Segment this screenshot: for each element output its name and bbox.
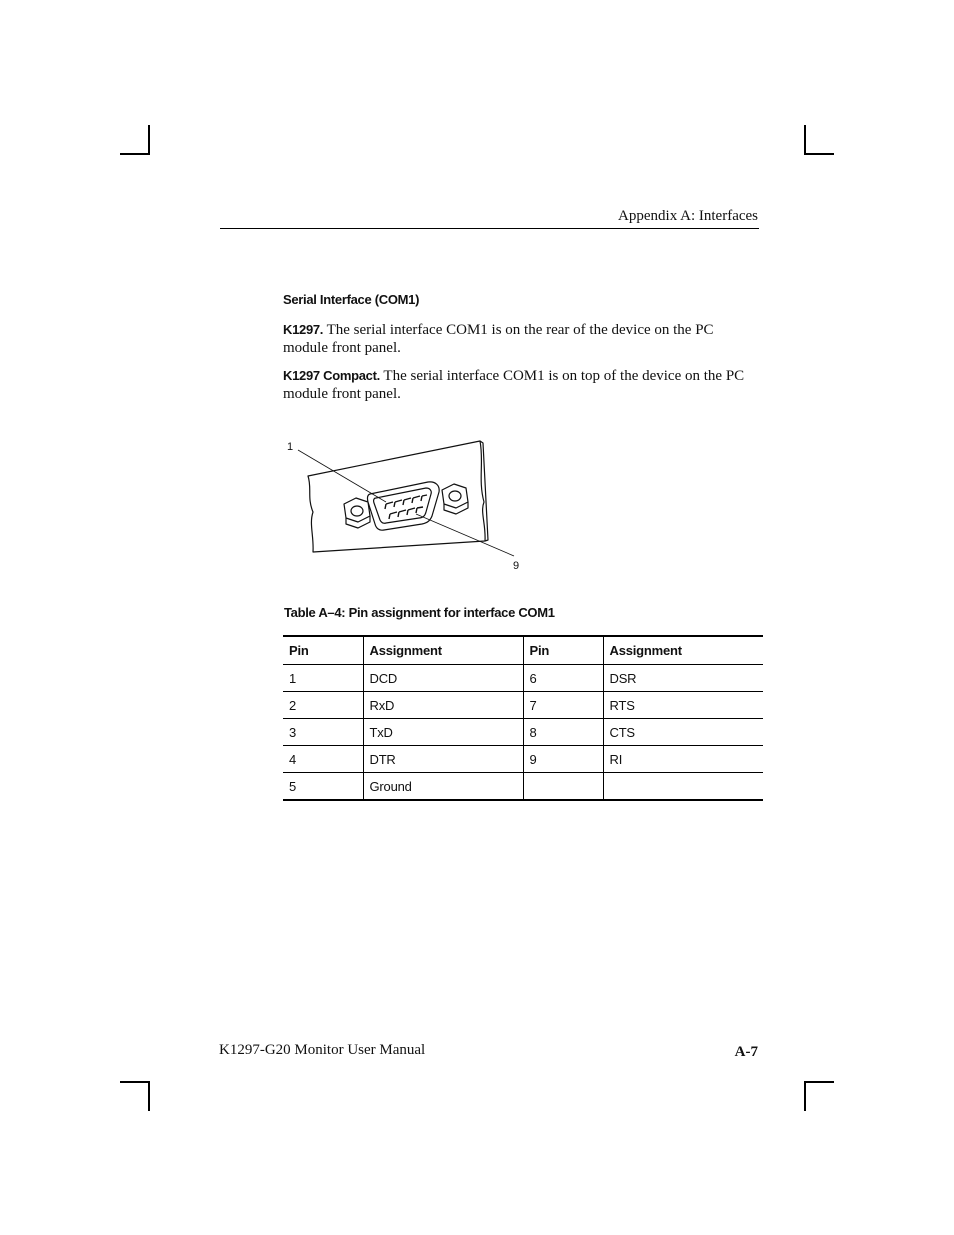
paragraph-lead: K1297. — [283, 322, 324, 337]
table-cell: RI — [603, 746, 763, 773]
right-hex-standoff — [442, 484, 468, 508]
table-cell: RxD — [363, 692, 523, 719]
table-cell: DSR — [603, 665, 763, 692]
table-cell — [523, 773, 603, 801]
crop-mark-bottom-right-h — [804, 1081, 834, 1083]
table-cell: 7 — [523, 692, 603, 719]
table-cell: 1 — [283, 665, 363, 692]
pin-1-label: 1 — [287, 441, 294, 453]
table-cell: 5 — [283, 773, 363, 801]
table-cell: 3 — [283, 719, 363, 746]
table-row — [283, 692, 763, 719]
crop-mark-bottom-left-h — [120, 1081, 150, 1083]
table-row — [283, 665, 763, 692]
header-rule — [220, 228, 759, 229]
left-hex-standoff — [344, 498, 370, 522]
com1-connector-figure — [280, 432, 530, 577]
column-header: Assignment — [363, 636, 523, 665]
table-cell: TxD — [363, 719, 523, 746]
pin-assignment-table — [283, 635, 763, 801]
footer-manual-title: K1297-G20 Monitor User Manual — [219, 1042, 426, 1058]
crop-mark-bottom-left-v — [148, 1081, 150, 1111]
db9-connector-drawing — [280, 432, 530, 577]
table-row — [283, 773, 763, 801]
crop-mark-top-right-h — [804, 153, 834, 155]
table-cell: CTS — [603, 719, 763, 746]
page-number: A-7 — [734, 1044, 758, 1060]
table-cell: 9 — [523, 746, 603, 773]
running-header: Appendix A: Interfaces — [618, 208, 758, 224]
table-cell: DCD — [363, 665, 523, 692]
crop-mark-top-right-v — [804, 125, 806, 155]
crop-mark-bottom-right-v — [804, 1081, 806, 1111]
pin-9-label: 9 — [513, 560, 520, 572]
table-cell: 2 — [283, 692, 363, 719]
crop-mark-top-left-h — [120, 153, 150, 155]
paragraph-lead: K1297 Compact. — [283, 368, 380, 383]
table-cell: DTR — [363, 746, 523, 773]
table-cell: RTS — [603, 692, 763, 719]
table-cell: 6 — [523, 665, 603, 692]
paragraph-text: The serial interface COM1 is on top of the device on the PC module front panel. — [283, 368, 745, 402]
table-cell — [603, 773, 763, 801]
column-header: Pin — [523, 636, 603, 665]
table-cell: Ground — [363, 773, 523, 801]
crop-mark-top-left-v — [148, 125, 150, 155]
table-header-row — [283, 636, 763, 665]
paragraph-k1297 — [283, 321, 753, 357]
section-title: Serial Interface (COM1) — [283, 292, 420, 307]
paragraph-text: The serial interface COM1 is on the rear of the device on the PC module front panel. — [283, 322, 714, 356]
table-cell: 4 — [283, 746, 363, 773]
table-row — [283, 746, 763, 773]
paragraph-k1297-compact — [283, 367, 753, 403]
table-row — [283, 719, 763, 746]
column-header: Pin — [283, 636, 363, 665]
column-header: Assignment — [603, 636, 763, 665]
table-cell: 8 — [523, 719, 603, 746]
table-caption: Table A–4: Pin assignment for interface COM1 — [284, 605, 555, 620]
